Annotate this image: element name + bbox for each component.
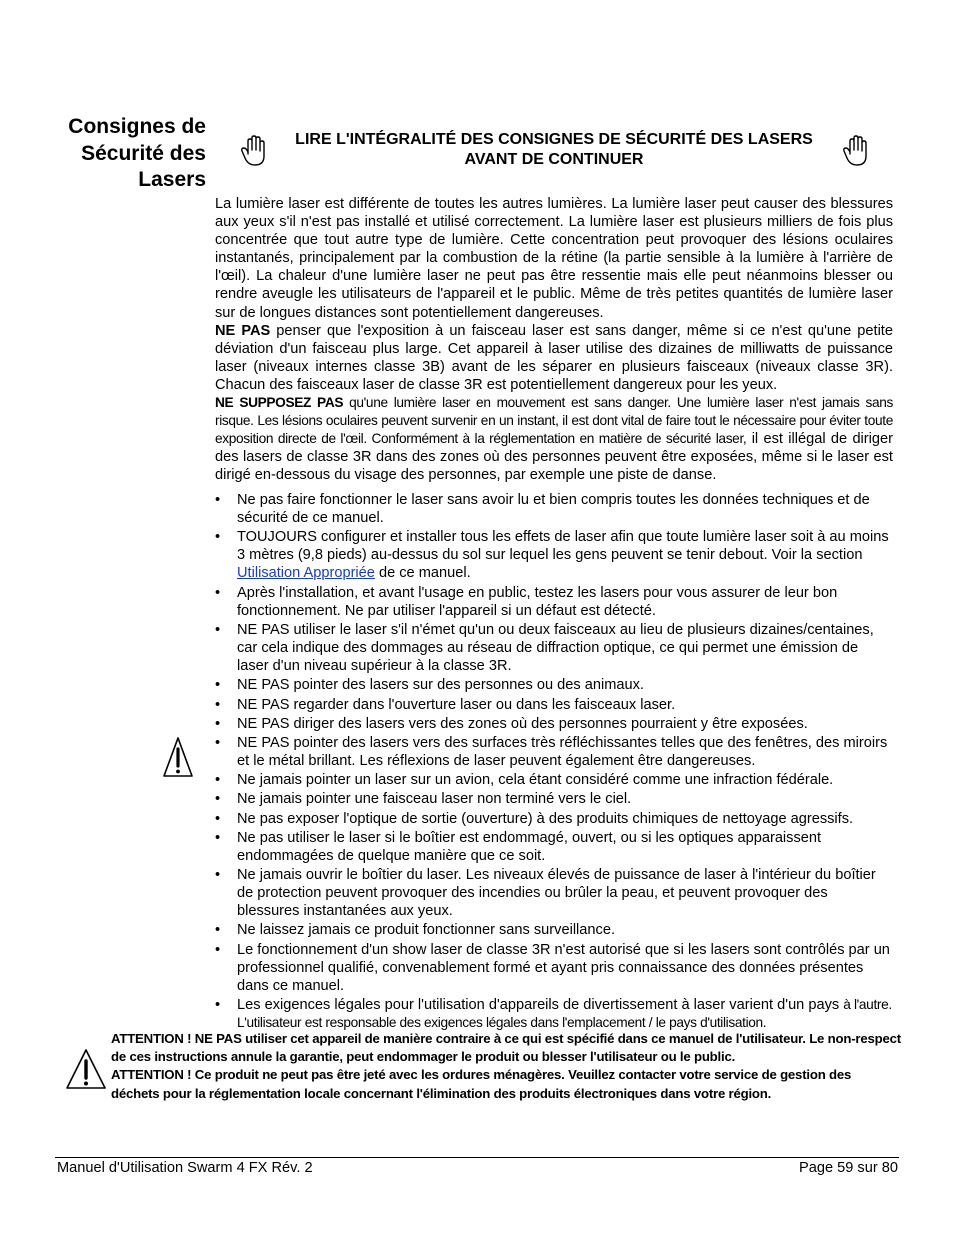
ne-pas-label: NE PAS [215,322,271,339]
ne-supposez-pas-paragraph [215,394,893,484]
bullet-text: Les exigences légales pour l'utilisation d'appareils de divertissement à laser varient d'un pays [237,996,840,1013]
footer-page-number: Page 59 sur 80 [799,1160,898,1176]
safety-bullet-list [215,491,893,1033]
header-line: AVANT DE CONTINUER [464,151,644,168]
list-item: • Ne laissez jamais ce produit fonctionner sans surveillance. [215,921,893,939]
intro-paragraph: La lumière laser est différente de toutes les autres lumières. La lumière laser peut causer des blessures aux yeux s'il n'est pas installé et utilisé correctement. La lumière laser est plusieurs milliers de fois plus concentrée que tout autre type de lumière. Cette concentration peut provoquer des lésions oculaires instantanés, principalement par la combustion de la rétine (la partie sensible à la lumière à l'arrière de l'œil). La chaleur d'une lumière laser ne peut pas être ressentie mais elle peut néanmoins blesser ou rendre aveugle les utilisateurs de l'appareil et le public. Même de très petites quantités de lumière laser sur de longues distances sont potentiellement dangereuses. [215,196,893,321]
list-item: • NE PAS diriger des lasers vers des zones où des personnes pourraient y être exposées. [215,715,893,733]
list-item: • Ne jamais pointer un laser sur un avion, cela étant considéré comme une infraction fédérale. [215,771,893,789]
list-item: • Ne pas exposer l'optique de sortie (ouverture) à des produits chimiques de nettoyage agressifs. [215,810,893,828]
list-item: • NE PAS regarder dans l'ouverture laser ou dans les faisceaux laser. [215,696,893,714]
list-item: • Ne jamais pointer une faisceau laser non terminé vers le ciel. [215,790,893,808]
list-item: • Ne jamais ouvrir le boîtier du laser. Les niveaux élevés de puissance de laser à l'intérieur du boîtier de protection peuvent provoquer des incendies ou brûler la peau, et peuvent provoquer des blessures instantanées aux yeux. [215,866,893,920]
footer-divider [55,1157,899,1158]
bullet-text-tight: à l'autre. L'utilisateur est responsable des exigences légales dans l'emplacement / le pays d'utilisation. [237,996,892,1031]
ne-pas-text: penser que l'exposition à un faisceau laser est sans danger, même si ce n'est qu'une petite déviation d'un faisceau plus large. Cet appareil à laser utilise des dizaines de milliwatts de puissance laser (niveaux internes classe 3B) avant de les séparer en plusieurs faisceaux (niveaux classe 3R). Chacun des faisceaux laser de classe 3R est potentiellement dangereux pour les yeux. [215,322,893,393]
header-line: LIRE L'INTÉGRALITÉ DES CONSIGNES DE SÉCURITÉ DES LASERS [295,131,813,148]
attention-paragraph: ATTENTION ! Ce produit ne peut pas être jeté avec les ordures ménagères. Veuillez contacter votre service de gestion des déchets pour la réglementation locale concernant l'élimination des produits électroniques dans votre région. [111,1067,852,1101]
ne-supposez-pas-text: qu'une lumière laser en mouvement est sans danger. Une lumière laser n'est jamais sans risque. Les lésions oculaires peuvent survenir en un instant, il est dont vital de faire tout le nécessaire pour éviter toute exposition directe de l'œil. Conformément à la réglementation en matière de sécurité laser, [215,395,893,447]
list-item: • Après l'installation, et avant l'usage en public, testez les lasers pour vous assurer de leur bon fonctionnement. Ne par utiliser l'appareil si un défaut est détecté. [215,584,893,620]
safety-body [215,195,893,485]
section-title [40,114,206,194]
list-item [215,996,893,1032]
utilisation-appropriee-link[interactable]: Utilisation Appropriée [237,565,375,582]
section-title-line: Sécurité des [81,141,206,165]
ne-supposez-pas-label: NE SUPPOSEZ PAS [215,395,344,411]
list-item: • NE PAS utiliser le laser s'il n'émet qu'un ou deux faisceaux au lieu de plusieurs dizaines/centaines, car cela indique des dommages au réseau de diffraction optique, ce qui permet une émission de laser d'un niveau supérieur à la classe 3R. [215,621,893,675]
list-item: • NE PAS pointer des lasers vers des surfaces très réfléchissantes telles que des fenêtres, des miroirs et le métal brillant. Les réflexions de laser peuvent également être dangereuses. [215,734,893,770]
warning-triangle-icon [66,1048,106,1090]
raised-hand-icon [240,134,266,168]
list-item: • Ne pas faire fonctionner le laser sans avoir lu et bien compris toutes les données techniques et de sécurité de ce manuel. [215,491,893,527]
header-text [276,130,832,170]
ne-pas-paragraph [215,322,893,394]
attention-paragraph: ATTENTION ! NE PAS utiliser cet appareil de manière contraire à ce qui est spécifié dans ce manuel de l'utilisateur. Le non-respect de ces instructions annule la garantie, peut endommager le produit ou blesser l'utilisateur ou le public. [111,1031,901,1065]
section-title-line: Lasers [138,168,206,191]
list-item: • NE PAS pointer des lasers sur des personnes ou des animaux. [215,676,893,694]
warning-triangle-icon [163,736,193,778]
list-item: • Le fonctionnement d'un show laser de classe 3R n'est autorisé que si les lasers sont contrôlés par un professionnel qualifié, convenablement formé et ayant pris connaissance des données présentes dans ce manuel. [215,941,893,995]
list-item [215,528,893,582]
bullet-text: TOUJOURS configurer et installer tous les effets de laser afin que toute lumière laser soit à au moins 3 mètres (9,8 pieds) au-dessus du sol sur lequel les gens peuvent se tenir debout. Voir la section [237,529,889,564]
raised-hand-icon [842,134,868,168]
list-item: • Ne pas utiliser le laser si le boîtier est endommagé, ouvert, ou si les optiques apparaissent endommagées de quelque manière que ce soit. [215,829,893,865]
footer-manual-title: Manuel d'Utilisation Swarm 4 FX Rév. 2 [57,1160,313,1176]
attention-notice [111,1030,901,1103]
ne-supposez-pas-rest: il est illégal de diriger des lasers de classe 3R dans des zones où des personnes peuvent être exposées, même si le laser est dirigé en-dessous du visage des personnes, par exemple une piste de danse. [215,431,893,484]
safety-header [236,130,872,174]
bullet-text: de ce manuel. [374,565,471,582]
section-title-line: Consignes de [68,115,206,138]
